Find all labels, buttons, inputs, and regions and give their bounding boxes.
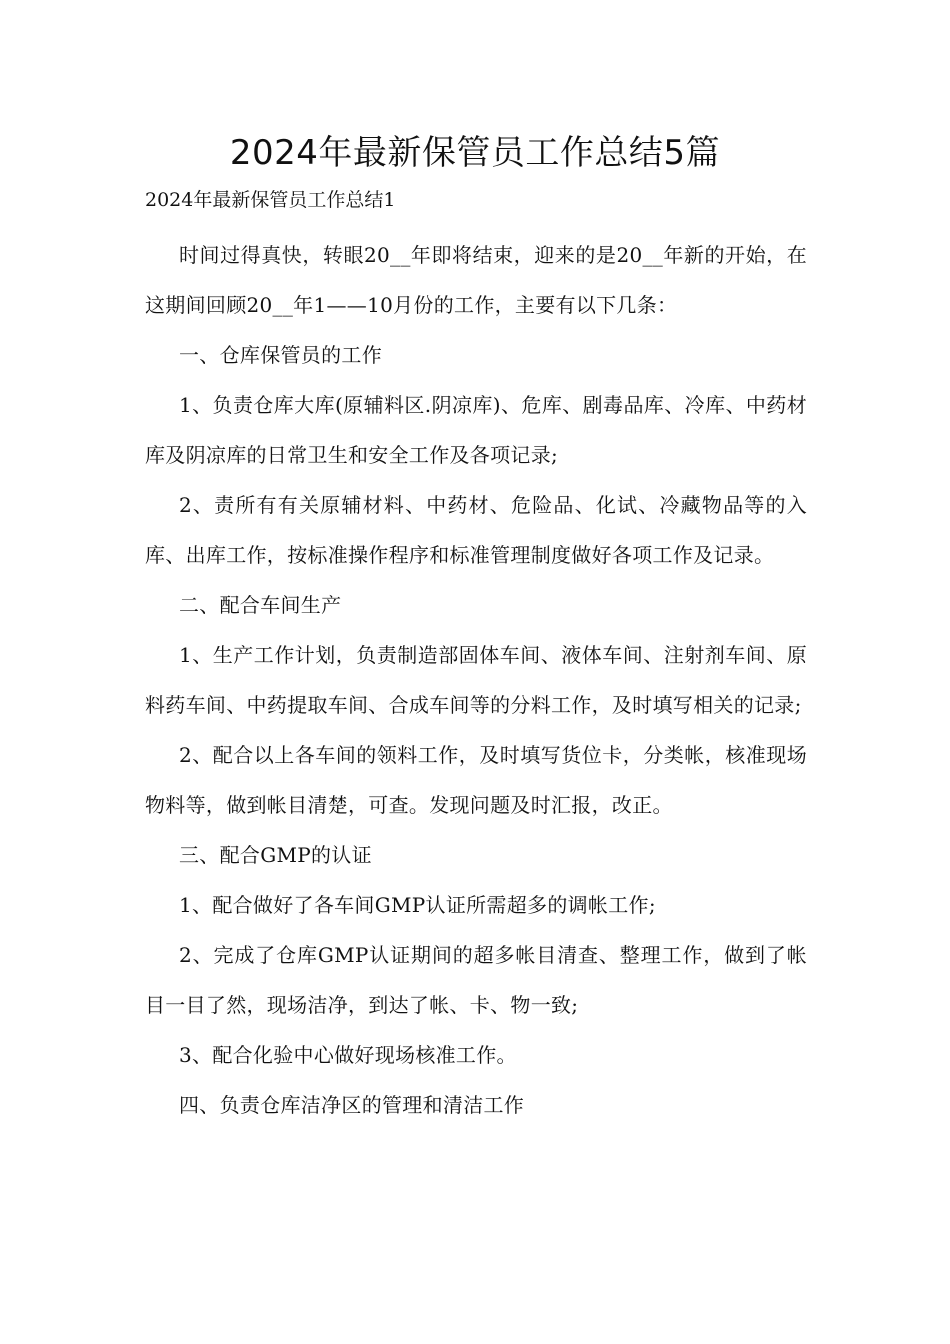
- section-heading: 三、配合GMP的认证: [179, 843, 372, 867]
- section-heading: 一、仓库保管员的工作: [179, 343, 382, 367]
- paragraph: 1、负责仓库大库(原辅料区.阴凉库)、危库、剧毒品库、冷库、中药材库及阴凉库的日常卫生和安全工作及各项记录;: [145, 393, 807, 467]
- paragraph: 1、配合做好了各车间GMP认证所需超多的调帐工作;: [179, 893, 656, 917]
- section-subtitle: 2024年最新保管员工作总结1: [145, 189, 396, 211]
- paragraph: 2、完成了仓库GMP认证期间的超多帐目清查、整理工作，做到了帐目一目了然，现场洁净，到达了帐、卡、物一致;: [145, 943, 807, 1017]
- document-body: [145, 230, 807, 1130]
- paragraph: 2、责所有有关原辅材料、中药材、危险品、化试、冷藏物品等的入库、出库工作，按标准操作程序和标准管理制度做好各项工作及记录。: [145, 493, 807, 567]
- paragraph: 时间过得真快，转眼20__年即将结束，迎来的是20__年新的开始，在这期间回顾20__年1——10月份的工作，主要有以下几条：: [145, 243, 807, 317]
- paragraph: 2、配合以上各车间的领料工作，及时填写货位卡，分类帐，核准现场物料等，做到帐目清楚，可查。发现问题及时汇报，改正。: [145, 743, 807, 817]
- document-title: 2024年最新保管员工作总结5篇: [229, 133, 721, 173]
- paragraph: 3、配合化验中心做好现场核准工作。: [179, 1043, 517, 1067]
- paragraph: 1、生产工作计划，负责制造部固体车间、液体车间、注射剂车间、原料药车间、中药提取车间、合成车间等的分料工作，及时填写相关的记录;: [145, 643, 807, 717]
- section-heading: 四、负责仓库洁净区的管理和清洁工作: [179, 1093, 525, 1117]
- section-heading: 二、配合车间生产: [179, 593, 342, 617]
